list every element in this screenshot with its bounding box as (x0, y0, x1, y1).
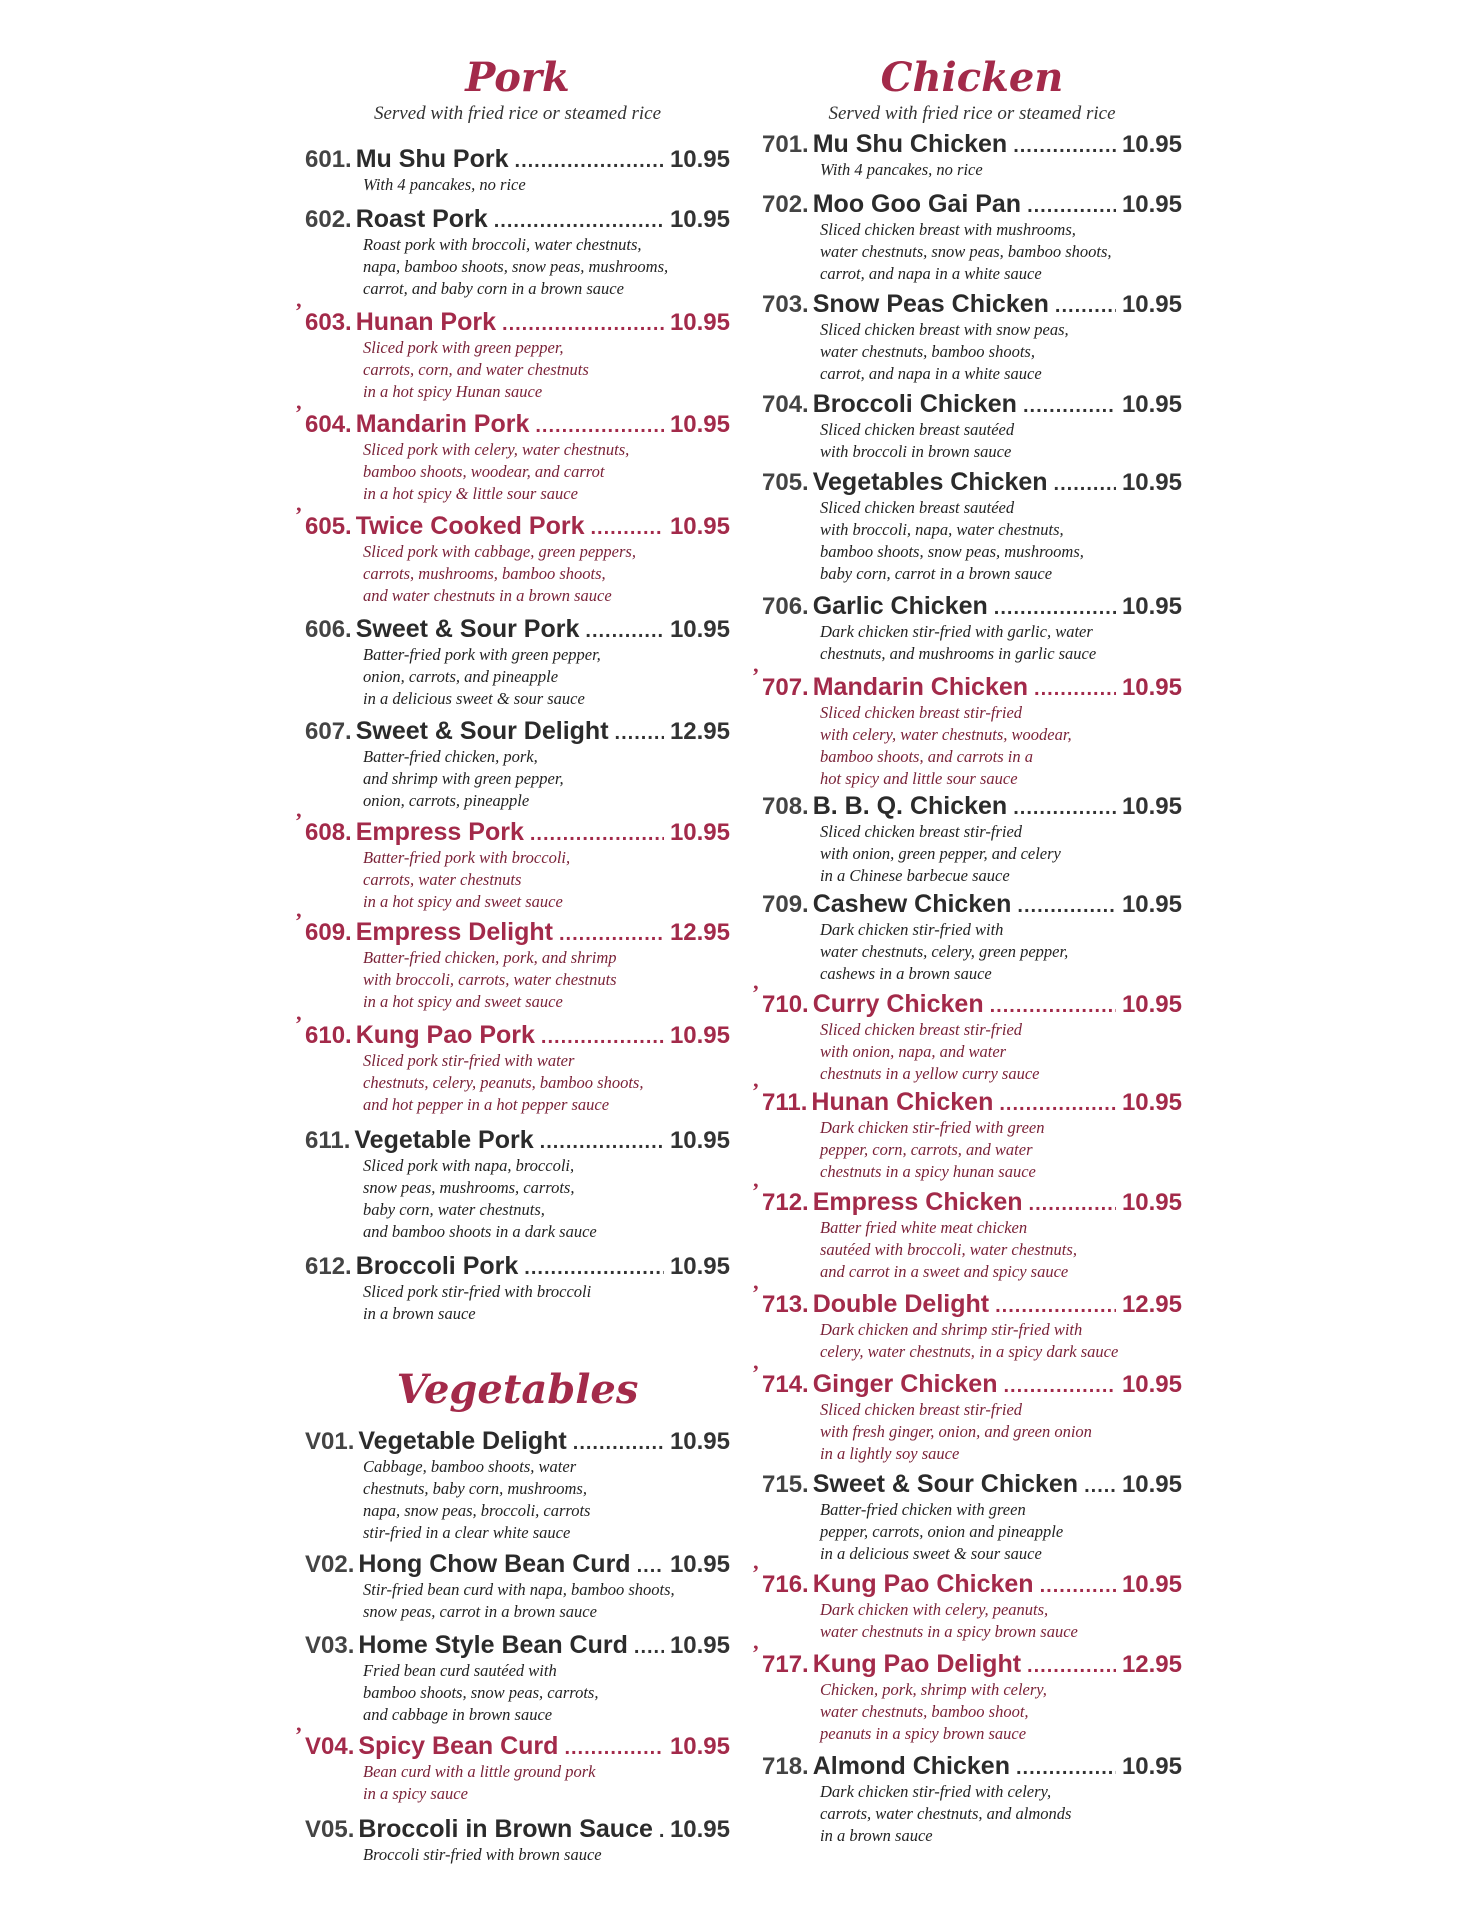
item-number: 715. (762, 1471, 809, 1498)
item-number: 705. (762, 469, 809, 496)
dot-leader (999, 1093, 1116, 1116)
item-name: Roast Pork (355, 205, 488, 233)
menu-item-row (305, 615, 730, 644)
item-price: 10.95 (1121, 1189, 1182, 1216)
item-number: V03. (305, 1632, 355, 1659)
dot-leader (541, 1026, 664, 1049)
item-name: Cashew Chicken (812, 890, 1012, 918)
menu-item-row (762, 792, 1182, 821)
item-price: 10.95 (1121, 991, 1182, 1018)
item-price: 10.95 (669, 1022, 730, 1049)
menu-item (305, 615, 730, 710)
item-name: Kung Pao Delight (812, 1650, 1022, 1678)
menu-item (762, 190, 1182, 285)
item-name: Empress Pork (355, 818, 524, 846)
dot-leader (1029, 1193, 1116, 1216)
item-name: Hunan Pork (355, 308, 497, 336)
dot-leader (1027, 1655, 1116, 1678)
item-number: 609. (305, 919, 352, 946)
item-number: V01. (305, 1428, 355, 1455)
item-number: 710. (762, 991, 809, 1018)
menu-item-row: ’ 610. Kung Pao Pork ..... 10.95 (305, 1021, 730, 1050)
menu-item-row (305, 1550, 730, 1579)
item-name: Spicy Bean Curd (358, 1732, 559, 1760)
item-name: Mandarin Chicken (812, 673, 1029, 701)
item-name: Broccoli Chicken (812, 390, 1017, 418)
item-description: Sliced pork with green pepper, carrots, corn, and water chestnuts in a hot spicy Hunan sauce (363, 338, 589, 401)
dot-leader (515, 150, 664, 173)
menu-item-row (762, 1752, 1182, 1781)
item-number: 605. (305, 513, 352, 540)
dot-leader (494, 210, 664, 233)
item-description: Dark chicken stir-fried with garlic, water chestnuts, and mushrooms in garlic sauce (820, 622, 1097, 663)
dot-leader (1017, 895, 1116, 918)
item-number: 712. (762, 1189, 809, 1216)
item-number: 602. (305, 206, 352, 233)
item-description: Sliced pork with celery, water chestnuts, bamboo shoots, woodear, and carrot in a hot spicy & little sour sauce (363, 440, 630, 503)
dot-leader (994, 597, 1116, 620)
item-price: 10.95 (669, 1816, 730, 1843)
item-description: Bean curd with a little ground pork in a spicy sauce (363, 1762, 596, 1803)
item-description: Batter fried white meat chicken sautéed with broccoli, water chestnuts, and carrot in a sweet and spicy sauce (820, 1218, 1077, 1281)
dot-leader (535, 415, 664, 438)
menu-item-row (762, 468, 1182, 497)
dot-leader (1040, 1575, 1116, 1598)
item-name: Kung Pao Pork (355, 1021, 535, 1049)
item-description: Broccoli stir-fried with brown sauce (363, 1845, 602, 1864)
menu-item (762, 890, 1182, 985)
item-price: 10.95 (669, 1632, 730, 1659)
item-name: Moo Goo Gai Pan (812, 190, 1022, 218)
item-number: 606. (305, 616, 352, 643)
menu-item-row (762, 592, 1182, 621)
item-description: Batter-fried chicken, pork, and shrimp with broccoli, carrots, water chestnuts in a hot spicy and sweet sauce (363, 948, 617, 1011)
dot-leader (1054, 473, 1116, 496)
item-price: 10.95 (669, 1733, 730, 1760)
item-price: 12.95 (1121, 1291, 1182, 1318)
dot-leader (990, 995, 1116, 1018)
item-description: Dark chicken stir-fried with water chestnuts, celery, green pepper, cashews in a brown sauce (820, 920, 1069, 983)
menu-item-row (305, 145, 730, 174)
dot-leader (1084, 1475, 1116, 1498)
dot-leader (564, 1737, 664, 1760)
menu-item (295, 298, 730, 403)
menu-item (762, 1752, 1182, 1847)
menu-item (752, 1560, 1182, 1643)
vegetables-section (305, 1367, 730, 1413)
item-description: Batter-fried pork with broccoli, carrots, water chestnuts in a hot spicy and sweet sauce (363, 848, 571, 911)
item-number: 711. (762, 1089, 808, 1116)
item-name: Double Delight (812, 1290, 990, 1318)
menu-item (762, 390, 1182, 463)
menu-item (752, 1280, 1182, 1363)
dot-leader (530, 823, 664, 846)
item-name: Garlic Chicken (812, 592, 988, 620)
menu-item (762, 468, 1182, 585)
menu-item-row (762, 290, 1182, 319)
menu-item-row: ’ 609. Empress Delight ..... 12.95 (305, 918, 730, 947)
item-description: Stir-fried bean curd with napa, bamboo shoots, snow peas, carrot in a brown sauce (363, 1580, 675, 1621)
item-number: 603. (305, 309, 352, 336)
dot-leader (559, 923, 664, 946)
item-name: Mu Shu Chicken (812, 130, 1008, 158)
menu-item-row (305, 1126, 730, 1155)
item-price: 10.95 (669, 309, 730, 336)
item-description: Batter-fried chicken with green pepper, carrots, onion and pineapple in a delicious sweet & sour sauce (820, 1500, 1064, 1563)
dot-leader (1016, 1757, 1116, 1780)
dot-leader (585, 620, 664, 643)
item-price: 10.95 (1121, 674, 1182, 701)
item-description: Cabbage, bamboo shoots, water chestnuts, baby corn, mushrooms, napa, snow peas, broccoli, carrots stir-fried in a clear white sauce (363, 1457, 591, 1542)
item-price: 10.95 (1121, 131, 1182, 158)
item-number: 718. (762, 1753, 809, 1780)
item-price: 10.95 (669, 411, 730, 438)
dot-leader (1055, 295, 1116, 318)
item-description: Sliced chicken breast stir-fried with onion, napa, and water chestnuts in a yellow curry sauce (820, 1020, 1040, 1083)
menu-item (752, 980, 1182, 1085)
pork-section (305, 55, 730, 125)
item-price: 10.95 (1121, 469, 1182, 496)
item-price: 10.95 (1121, 793, 1182, 820)
item-name: Hunan Chicken (811, 1088, 994, 1116)
dot-leader (995, 1295, 1116, 1318)
menu-item (752, 1360, 1182, 1465)
item-number: 611. (305, 1127, 351, 1154)
menu-item-row: ’ 716. Kung Pao Chicken ..... 10.95 (762, 1570, 1182, 1599)
dot-leader (540, 1131, 664, 1154)
menu-item (295, 808, 730, 913)
item-description: Sliced chicken breast with mushrooms, water chestnuts, snow peas, bamboo shoots, carrot, and napa in a white sauce (820, 220, 1112, 283)
item-price: 10.95 (669, 1253, 730, 1280)
menu-item-row (762, 1470, 1182, 1499)
dot-leader (1013, 135, 1116, 158)
dot-leader (1013, 797, 1116, 820)
item-number: 704. (762, 391, 809, 418)
item-name: Empress Delight (355, 918, 553, 946)
item-name: Broccoli in Brown Sauce (358, 1815, 653, 1843)
item-number: 610. (305, 1022, 352, 1049)
item-price: 10.95 (1121, 1371, 1182, 1398)
chicken-title: Chicken (880, 54, 1064, 101)
menu-item-row: ’ 717. Kung Pao Delight ..... 12.95 (762, 1650, 1182, 1679)
item-name: Ginger Chicken (812, 1370, 998, 1398)
item-description: Sliced chicken breast with snow peas, water chestnuts, bamboo shoots, carrot, and napa in a white sauce (820, 320, 1069, 383)
item-number: 612. (305, 1253, 352, 1280)
dot-leader (590, 517, 663, 540)
item-name: Vegetables Chicken (812, 468, 1048, 496)
item-number: 701. (762, 131, 809, 158)
pork-title: Pork (465, 54, 570, 101)
menu-item-row (305, 205, 730, 234)
item-number: 709. (762, 891, 809, 918)
item-number: 708. (762, 793, 809, 820)
menu-item-row: ’ 603. Hunan Pork ..... 10.95 (305, 308, 730, 337)
item-price: 12.95 (1121, 1651, 1182, 1678)
item-description: Sliced chicken breast sautéed with broccoli, napa, water chestnuts, bamboo shoots, snow peas, mushrooms, baby corn, carrot in a brown sauce (820, 498, 1084, 583)
menu-item (752, 1640, 1182, 1745)
item-price: 10.95 (669, 146, 730, 173)
item-number: 717. (762, 1651, 809, 1678)
item-name: Curry Chicken (812, 990, 984, 1018)
dot-leader (634, 1636, 664, 1659)
menu-item (305, 1631, 730, 1726)
item-price: 10.95 (669, 513, 730, 540)
item-name: Hong Chow Bean Curd (358, 1550, 631, 1578)
item-name: Vegetable Pork (354, 1126, 534, 1154)
menu-item (305, 1550, 730, 1623)
item-price: 10.95 (669, 1127, 730, 1154)
menu-item-row: ’ 604. Mandarin Pork ..... 10.95 (305, 410, 730, 439)
menu-item (762, 290, 1182, 385)
item-description: Sliced pork with cabbage, green peppers, carrots, mushrooms, bamboo shoots, and water chestnuts in a brown sauce (363, 542, 636, 605)
item-price: 10.95 (669, 1428, 730, 1455)
chicken-subtitle: Served with fried rice or steamed rice (828, 103, 1116, 124)
menu-item (762, 792, 1182, 887)
menu-item (305, 1427, 730, 1544)
menu-item-row: ’ 608. Empress Pork ..... 10.95 (305, 818, 730, 847)
menu-item-row (305, 1631, 730, 1660)
menu-item (305, 1252, 730, 1325)
menu-item-row (762, 130, 1182, 159)
item-number: 608. (305, 819, 352, 846)
item-description: Dark chicken with celery, peanuts, water chestnuts in a spicy brown sauce (820, 1600, 1078, 1641)
item-description: Batter-fried pork with green pepper, onion, carrots, and pineapple in a delicious sweet & sour sauce (363, 645, 601, 708)
dot-leader (615, 722, 664, 745)
menu-item-row: ’ 711. Hunan Chicken ..... 10.95 (762, 1088, 1182, 1117)
item-description: Dark chicken stir-fried with green pepper, corn, carrots, and water chestnuts in a spicy hunan sauce (820, 1118, 1045, 1181)
item-name: Twice Cooked Pork (355, 512, 585, 540)
dot-leader (659, 1820, 664, 1843)
dot-leader (524, 1257, 664, 1280)
item-number: 714. (762, 1371, 809, 1398)
menu-item (295, 1011, 730, 1116)
item-description: Dark chicken and shrimp stir-fried with celery, water chestnuts, in a spicy dark sauce (820, 1320, 1119, 1361)
item-name: Mu Shu Pork (355, 145, 509, 173)
item-description: Chicken, pork, shrimp with celery, water chestnuts, bamboo shoot, peanuts in a spicy brown sauce (820, 1680, 1047, 1743)
item-description: Sliced pork stir-fried with broccoli in a brown sauce (363, 1282, 592, 1323)
dot-leader (1023, 395, 1116, 418)
item-price: 10.95 (1121, 593, 1182, 620)
item-number: V02. (305, 1551, 355, 1578)
item-description: Sliced chicken breast stir-fried with fresh ginger, onion, and green onion in a lightly soy sauce (820, 1400, 1092, 1463)
item-price: 10.95 (1121, 1571, 1182, 1598)
menu-item-row (305, 1815, 730, 1844)
dot-leader (637, 1555, 664, 1578)
menu-item (295, 1722, 730, 1805)
item-price: 10.95 (669, 206, 730, 233)
item-name: Vegetable Delight (358, 1427, 567, 1455)
item-description: With 4 pancakes, no rice (363, 175, 526, 194)
item-number: V04. (305, 1733, 355, 1760)
item-number: 604. (305, 411, 352, 438)
item-number: 707. (762, 674, 809, 701)
item-number: 702. (762, 191, 809, 218)
menu-item-row: ’ V04. Spicy Bean Curd ..... 10.95 (305, 1732, 730, 1761)
item-name: Almond Chicken (812, 1752, 1010, 1780)
item-name: Kung Pao Chicken (812, 1570, 1034, 1598)
dot-leader (1034, 678, 1116, 701)
item-number: 607. (305, 718, 352, 745)
menu-item (305, 717, 730, 812)
menu-item (752, 1078, 1182, 1183)
item-price: 10.95 (669, 616, 730, 643)
item-description: Batter-fried chicken, pork, and shrimp with green pepper, onion, carrots, pineapple (363, 747, 564, 810)
menu-item-row: ’ 707. Mandarin Chicken ..... 10.95 (762, 673, 1182, 702)
dot-leader (502, 313, 664, 336)
menu-item-row: ’ 712. Empress Chicken ..... 10.95 (762, 1188, 1182, 1217)
menu-item (752, 663, 1182, 790)
item-price: 10.95 (1121, 1471, 1182, 1498)
menu-item-row: ’ 714. Ginger Chicken ..... 10.95 (762, 1370, 1182, 1399)
item-price: 10.95 (1121, 191, 1182, 218)
item-description: Sliced chicken breast stir-fried with celery, water chestnuts, woodear, bamboo shoots, and carrots in a hot spicy and little sour sauce (820, 703, 1072, 788)
menu-item-row (305, 1427, 730, 1456)
menu-item (752, 1178, 1182, 1283)
item-price: 10.95 (1121, 391, 1182, 418)
menu-item (305, 145, 730, 196)
menu-item (295, 502, 730, 607)
item-name: Sweet & Sour Chicken (812, 1470, 1079, 1498)
menu-item (305, 1126, 730, 1243)
item-price: 12.95 (669, 718, 730, 745)
item-description: Sliced chicken breast stir-fried with onion, green pepper, and celery in a Chinese barbecue sauce (820, 822, 1061, 885)
dot-leader (1003, 1375, 1115, 1398)
menu-item-row: ’ 710. Curry Chicken ..... 10.95 (762, 990, 1182, 1019)
item-price: 10.95 (1121, 1753, 1182, 1780)
item-name: Home Style Bean Curd (358, 1631, 628, 1659)
dot-leader (573, 1432, 664, 1455)
menu-item (295, 908, 730, 1013)
menu-item (305, 205, 730, 300)
item-number: 601. (305, 146, 352, 173)
vegetables-title: Vegetables (396, 1366, 639, 1413)
menu-item (762, 592, 1182, 665)
item-description: Sliced chicken breast sautéed with broccoli in brown sauce (820, 420, 1015, 461)
item-number: 706. (762, 593, 809, 620)
menu-item (762, 1470, 1182, 1565)
menu-item (762, 130, 1182, 181)
item-name: Sweet & Sour Pork (355, 615, 580, 643)
item-name: Sweet & Sour Delight (355, 717, 609, 745)
item-name: B. B. Q. Chicken (812, 792, 1008, 820)
menu-item-row (305, 717, 730, 746)
item-number: 716. (762, 1571, 809, 1598)
chicken-section (762, 55, 1182, 125)
item-description: Roast pork with broccoli, water chestnuts, napa, bamboo shoots, snow peas, mushrooms, carrot, and baby corn in a brown sauce (363, 235, 669, 298)
item-price: 10.95 (1121, 291, 1182, 318)
item-number: V05. (305, 1816, 355, 1843)
dot-leader (1027, 195, 1116, 218)
menu-item-row: ’ 605. Twice Cooked Pork ..... 10.95 (305, 512, 730, 541)
menu-item-row (762, 390, 1182, 419)
item-price: 10.95 (669, 819, 730, 846)
item-description: Sliced pork with napa, broccoli, snow peas, mushrooms, carrots, baby corn, water chestnuts, and bamboo shoots in a dark sauce (363, 1156, 597, 1241)
menu-item-row (762, 890, 1182, 919)
menu-item (305, 1815, 730, 1866)
item-price: 12.95 (669, 919, 730, 946)
menu-item-row (305, 1252, 730, 1281)
item-number: 713. (762, 1291, 809, 1318)
item-price: 10.95 (669, 1551, 730, 1578)
item-description: Dark chicken stir-fried with celery, carrots, water chestnuts, and almonds in a brown sauce (820, 1782, 1072, 1845)
item-name: Snow Peas Chicken (812, 290, 1049, 318)
item-description: Fried bean curd sautéed with bamboo shoots, snow peas, carrots, and cabbage in brown sauce (363, 1661, 599, 1724)
item-name: Broccoli Pork (355, 1252, 519, 1280)
menu-item (295, 400, 730, 505)
item-price: 10.95 (1121, 891, 1182, 918)
item-description: With 4 pancakes, no rice (820, 160, 983, 179)
item-name: Empress Chicken (812, 1188, 1023, 1216)
item-name: Mandarin Pork (355, 410, 530, 438)
pork-subtitle: Served with fried rice or steamed rice (373, 103, 662, 124)
item-price: 10.95 (1121, 1089, 1182, 1116)
menu-item-row (762, 190, 1182, 219)
item-description: Sliced pork stir-fried with water chestnuts, celery, peanuts, bamboo shoots, and hot pepper in a hot pepper sauce (363, 1051, 644, 1114)
item-number: 703. (762, 291, 809, 318)
menu-item-row: ’ 713. Double Delight ..... 12.95 (762, 1290, 1182, 1319)
